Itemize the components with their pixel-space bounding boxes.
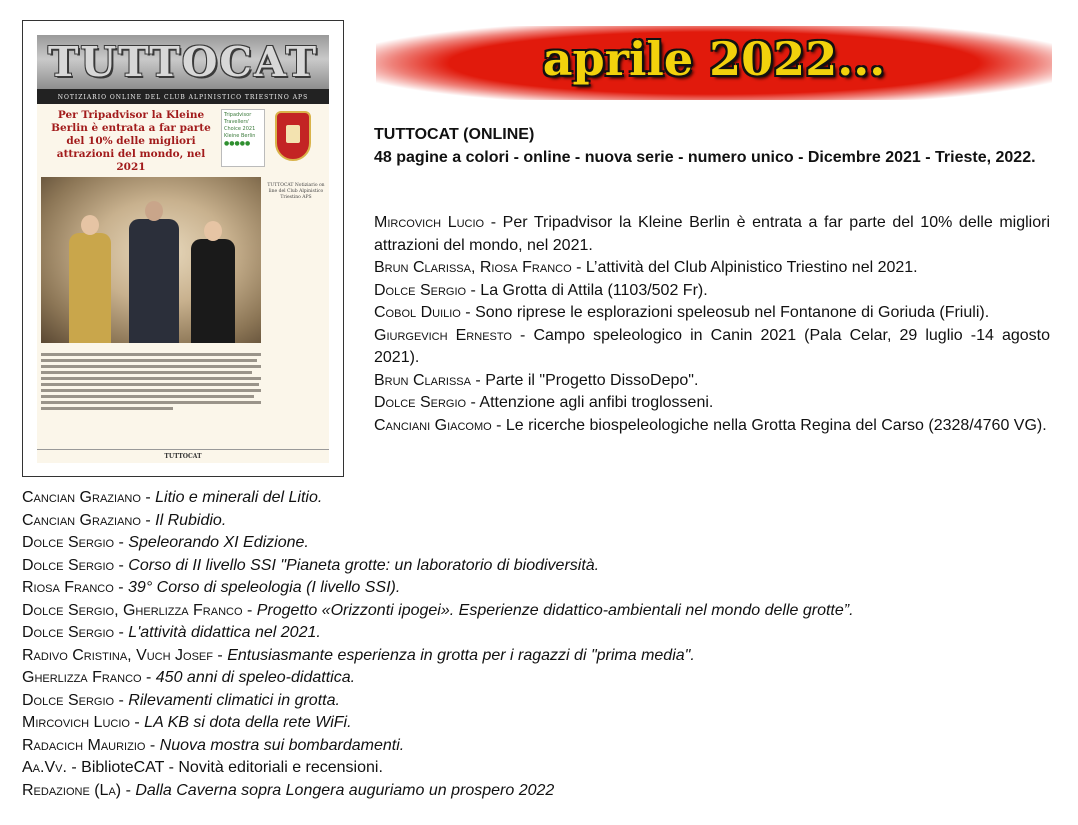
article-entry <box>374 325 1050 370</box>
cover-photo <box>41 177 261 343</box>
article-title: Progetto «Orizzonti ipogei». Esperienze didattico-ambientali nel mondo delle grotte”. <box>256 601 854 619</box>
person-head <box>145 201 163 221</box>
tripadvisor-badge <box>221 109 265 167</box>
cover-title: TUTTOCAT <box>47 38 319 86</box>
article-entry <box>374 392 1050 415</box>
article-list-right <box>374 212 1050 437</box>
article-entry <box>22 645 1062 668</box>
article-title: BiblioteCAT - Novità editoriali e recensioni. <box>81 759 383 776</box>
article-author: Canciani Giacomo <box>374 416 492 434</box>
rating-dots-icon: ●●●●● <box>224 140 251 147</box>
banner-text: aprile 2022... <box>542 32 886 86</box>
article-title: L’attività del Club Alpinistico Triestino nel 2021. <box>585 259 918 276</box>
article-author: Cancian Graziano <box>22 489 141 506</box>
article-title: 450 anni di speleo-didattica. <box>155 669 356 686</box>
article-entry <box>22 577 1062 600</box>
article-entry <box>374 257 1050 280</box>
article-author: Dolce Sergio, Gherlizza Franco <box>22 601 243 619</box>
article-entry <box>22 780 1062 803</box>
article-author: Dolce Sergio <box>374 394 467 411</box>
article-title: Il Rubidio. <box>155 511 227 529</box>
article-author: Dolce Sergio <box>374 281 467 299</box>
article-title: Le ricerche biospeleologiche nella Grotta Regina del Carso (2328/4760 VG). <box>505 416 1047 434</box>
article-title: La Grotta di Attila (1103/502 Fr). <box>480 281 708 299</box>
article-title: Rilevamenti climatici in grotta. <box>128 691 340 709</box>
article-title: Attenzione agli anfibi troglosseni. <box>479 394 714 411</box>
cover-subtitle: NOTIZIARIO ONLINE DEL CLUB ALPINISTICO TRIESTINO APS <box>37 91 329 104</box>
cover-masthead <box>37 35 329 91</box>
article-author: Riosa Franco <box>22 579 114 596</box>
separator: - <box>470 371 486 389</box>
article-entry <box>22 667 1062 690</box>
article-author: Gherlizza Franco <box>22 669 142 686</box>
separator: - <box>466 394 480 411</box>
article-entry <box>22 600 1062 623</box>
separator: - <box>511 326 534 344</box>
article-author: Dolce Sergio <box>22 624 115 641</box>
publication-info <box>374 124 1050 169</box>
article-author: Aa.Vv. <box>22 759 67 776</box>
separator: - <box>140 511 156 529</box>
article-title: 39° Corso di speleologia (I livello SSI). <box>128 579 401 596</box>
magazine-cover <box>22 20 344 477</box>
person-head <box>81 215 99 235</box>
article-entry <box>22 622 1062 645</box>
separator: - <box>242 601 257 619</box>
separator: - <box>491 416 506 434</box>
cover-body-text <box>41 351 261 413</box>
person-head <box>204 221 222 241</box>
article-list-left <box>22 487 1062 802</box>
article-entry <box>374 280 1050 303</box>
article-author: Brun Clarissa, Riosa Franco <box>374 259 572 276</box>
article-entry <box>22 735 1062 758</box>
article-title: Campo speleologico in Canin 2021 (Pala Celar, 29 luglio -14 agosto 2021). <box>374 326 1051 366</box>
date-banner <box>376 26 1052 100</box>
article-entry <box>22 532 1062 555</box>
separator: - <box>114 534 129 551</box>
article-title: Dalla Caverna sopra Longera auguriamo un prospero 2022 <box>135 781 555 799</box>
article-author: Cancian Graziano <box>22 511 141 529</box>
separator: - <box>484 214 503 231</box>
article-entry <box>374 212 1050 257</box>
article-author: Dolce Sergio <box>22 691 115 709</box>
separator: - <box>114 624 129 641</box>
person-figure <box>191 239 235 343</box>
separator: - <box>140 489 156 506</box>
article-author: Mircovich Lucio <box>374 214 485 231</box>
article-title: Sono riprese le esplorazioni speleosub nel Fontanone di Goriuda (Friuli). <box>475 304 990 321</box>
article-entry <box>22 487 1062 510</box>
article-author: Brun Clarissa <box>374 371 471 389</box>
tripadvisor-badge-text: Tripadvisor Travellers' Choice 2021 Kleine Berlin <box>224 112 256 139</box>
cover-footer: TUTTOCAT <box>37 449 329 463</box>
cover-side-column: TUTTOCAT Notiziario on line del Club Alpinistico Triestino APS <box>267 183 325 200</box>
article-title: Per Tripadvisor la Kleine Berlin è entrata a far parte del 10% delle migliori attrazioni del mondo, nel 2021. <box>374 214 1051 254</box>
separator: - <box>113 579 129 596</box>
article-author: Radacich Maurizio <box>22 736 146 754</box>
separator: - <box>141 669 156 686</box>
article-author: Radivo Cristina, Vuch Josef <box>22 646 213 664</box>
publication-details: 48 pagine a colori - online - nuova serie - numero unico - Dicembre 2021 - Trieste, 2022. <box>374 148 1036 166</box>
separator: - <box>129 714 145 731</box>
separator: - <box>114 691 129 709</box>
person-figure <box>69 233 111 343</box>
article-title: L'attività didattica nel 2021. <box>128 624 321 641</box>
article-title: Parte il "Progetto DissoDepo". <box>485 371 699 389</box>
separator: - <box>66 759 82 776</box>
separator: - <box>571 259 586 276</box>
article-entry <box>374 415 1050 438</box>
article-entry <box>22 555 1062 578</box>
article-entry <box>374 370 1050 393</box>
article-author: Mircovich Lucio <box>22 714 130 731</box>
article-author: Dolce Sergio <box>22 556 115 574</box>
article-title: Speleorando XI Edizione. <box>128 534 309 551</box>
club-crest-icon <box>275 111 311 161</box>
article-title: Entusiasmante esperienza in grotta per i ragazzi di "prima media". <box>227 646 695 664</box>
article-title: Nuova mostra sui bombardamenti. <box>159 736 405 754</box>
article-title: Corso di II livello SSI "Pianeta grotte: un laboratorio di biodiversità. <box>128 556 600 574</box>
separator: - <box>466 281 481 299</box>
cover-headline: Per Tripadvisor la Kleine Berlin è entrata a far parte del 10% delle migliori attrazioni del mondo, nel 2021 <box>51 109 211 173</box>
article-entry <box>22 690 1062 713</box>
article-author: Cobol Duilio <box>374 304 461 321</box>
article-author: Redazione (La) <box>22 781 122 799</box>
person-figure <box>129 219 179 343</box>
article-title: LA KB si dota della rete WiFi. <box>144 714 352 731</box>
cover-page <box>37 35 329 463</box>
article-entry <box>22 510 1062 533</box>
publication-title: TUTTOCAT (ONLINE) <box>374 126 535 143</box>
article-author: Dolce Sergio <box>22 534 115 551</box>
separator: - <box>145 736 160 754</box>
separator: - <box>121 781 136 799</box>
separator: - <box>460 304 476 321</box>
separator: - <box>114 556 129 574</box>
separator: - <box>212 646 228 664</box>
article-entry <box>22 757 1062 780</box>
article-entry <box>22 712 1062 735</box>
article-entry <box>374 302 1050 325</box>
article-author: Giurgevich Ernesto <box>374 326 512 344</box>
article-title: Litio e minerali del Litio. <box>155 489 323 506</box>
